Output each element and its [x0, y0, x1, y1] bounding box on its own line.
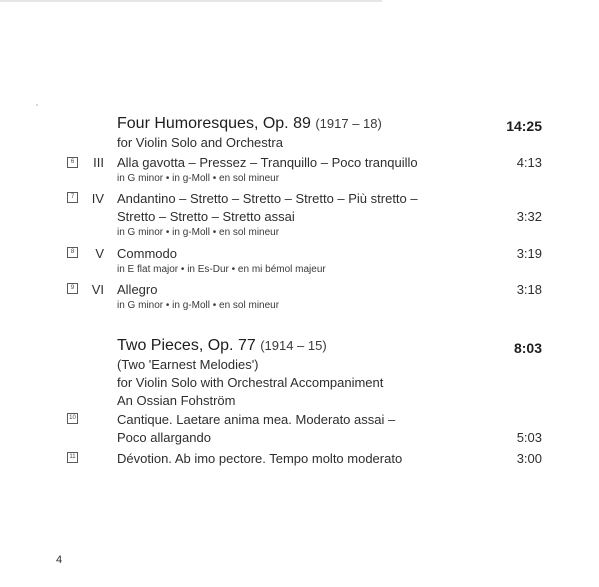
movement-key: in E flat major • in Es-Dur • en mi bémol majeur — [117, 264, 326, 275]
movement-numeral: IV — [91, 191, 104, 206]
page-number: 4 — [56, 554, 63, 566]
movement-title-cont: Stretto – Stretto – Stretto assai — [117, 209, 295, 224]
track-number-box: 7 — [67, 192, 78, 203]
work-subtitle: for Violin Solo with Orchestral Accompaniment — [117, 375, 384, 390]
movement-title: Commodo — [117, 246, 177, 261]
track-number-box: 6 — [67, 157, 78, 168]
movement-numeral: V — [95, 246, 104, 261]
movement-key: in G minor • in g-Moll • en sol mineur — [117, 300, 280, 311]
movement-duration: 5:03 — [516, 430, 542, 445]
work-title-humoresques — [117, 115, 382, 133]
movement-duration: 4:13 — [516, 155, 542, 170]
margin-mark — [36, 104, 38, 106]
movement-numeral: VI — [91, 282, 104, 297]
work-title-text: Four Humoresques, Op. 89 — [117, 115, 311, 132]
movement-title-cont: Poco allargando — [117, 430, 211, 445]
movement-title: Andantino – Stretto – Stretto – Stretto – Più stretto – — [117, 191, 418, 206]
work-subtitle: for Violin Solo and Orchestra — [117, 135, 283, 150]
work-duration: 8:03 — [513, 340, 542, 356]
movement-duration: 3:18 — [516, 282, 542, 297]
track-number-box: 8 — [67, 247, 78, 258]
movement-key: in G minor • in g-Moll • en sol mineur — [117, 173, 280, 184]
work-subtitle: (Two 'Earnest Melodies') — [117, 357, 259, 372]
movement-duration: 3:19 — [516, 246, 542, 261]
movement-title: Alla gavotta – Pressez – Tranquillo – Poco tranquillo — [117, 155, 418, 170]
movement-title: Cantique. Laetare anima mea. Moderato assai – — [117, 412, 396, 427]
movement-duration: 3:32 — [516, 209, 542, 224]
movement-duration: 3:00 — [516, 451, 542, 466]
track-number-box: 10 — [67, 413, 78, 424]
top-rule — [0, 0, 382, 2]
work-dedication: An Ossian Fohström — [117, 393, 236, 408]
work-years: (1914 – 15) — [260, 338, 327, 353]
movement-numeral: III — [93, 155, 104, 170]
track-number-box: 11 — [67, 452, 78, 463]
movement-title: Allegro — [117, 282, 158, 297]
work-title-text: Two Pieces, Op. 77 — [117, 337, 256, 354]
movement-key: in G minor • in g-Moll • en sol mineur — [117, 227, 280, 238]
work-duration: 14:25 — [506, 118, 542, 134]
movement-title: Dévotion. Ab imo pectore. Tempo molto moderato — [117, 451, 403, 466]
work-title-two-pieces — [117, 337, 327, 355]
work-years: (1917 – 18) — [315, 116, 382, 131]
track-number-box: 9 — [67, 283, 78, 294]
